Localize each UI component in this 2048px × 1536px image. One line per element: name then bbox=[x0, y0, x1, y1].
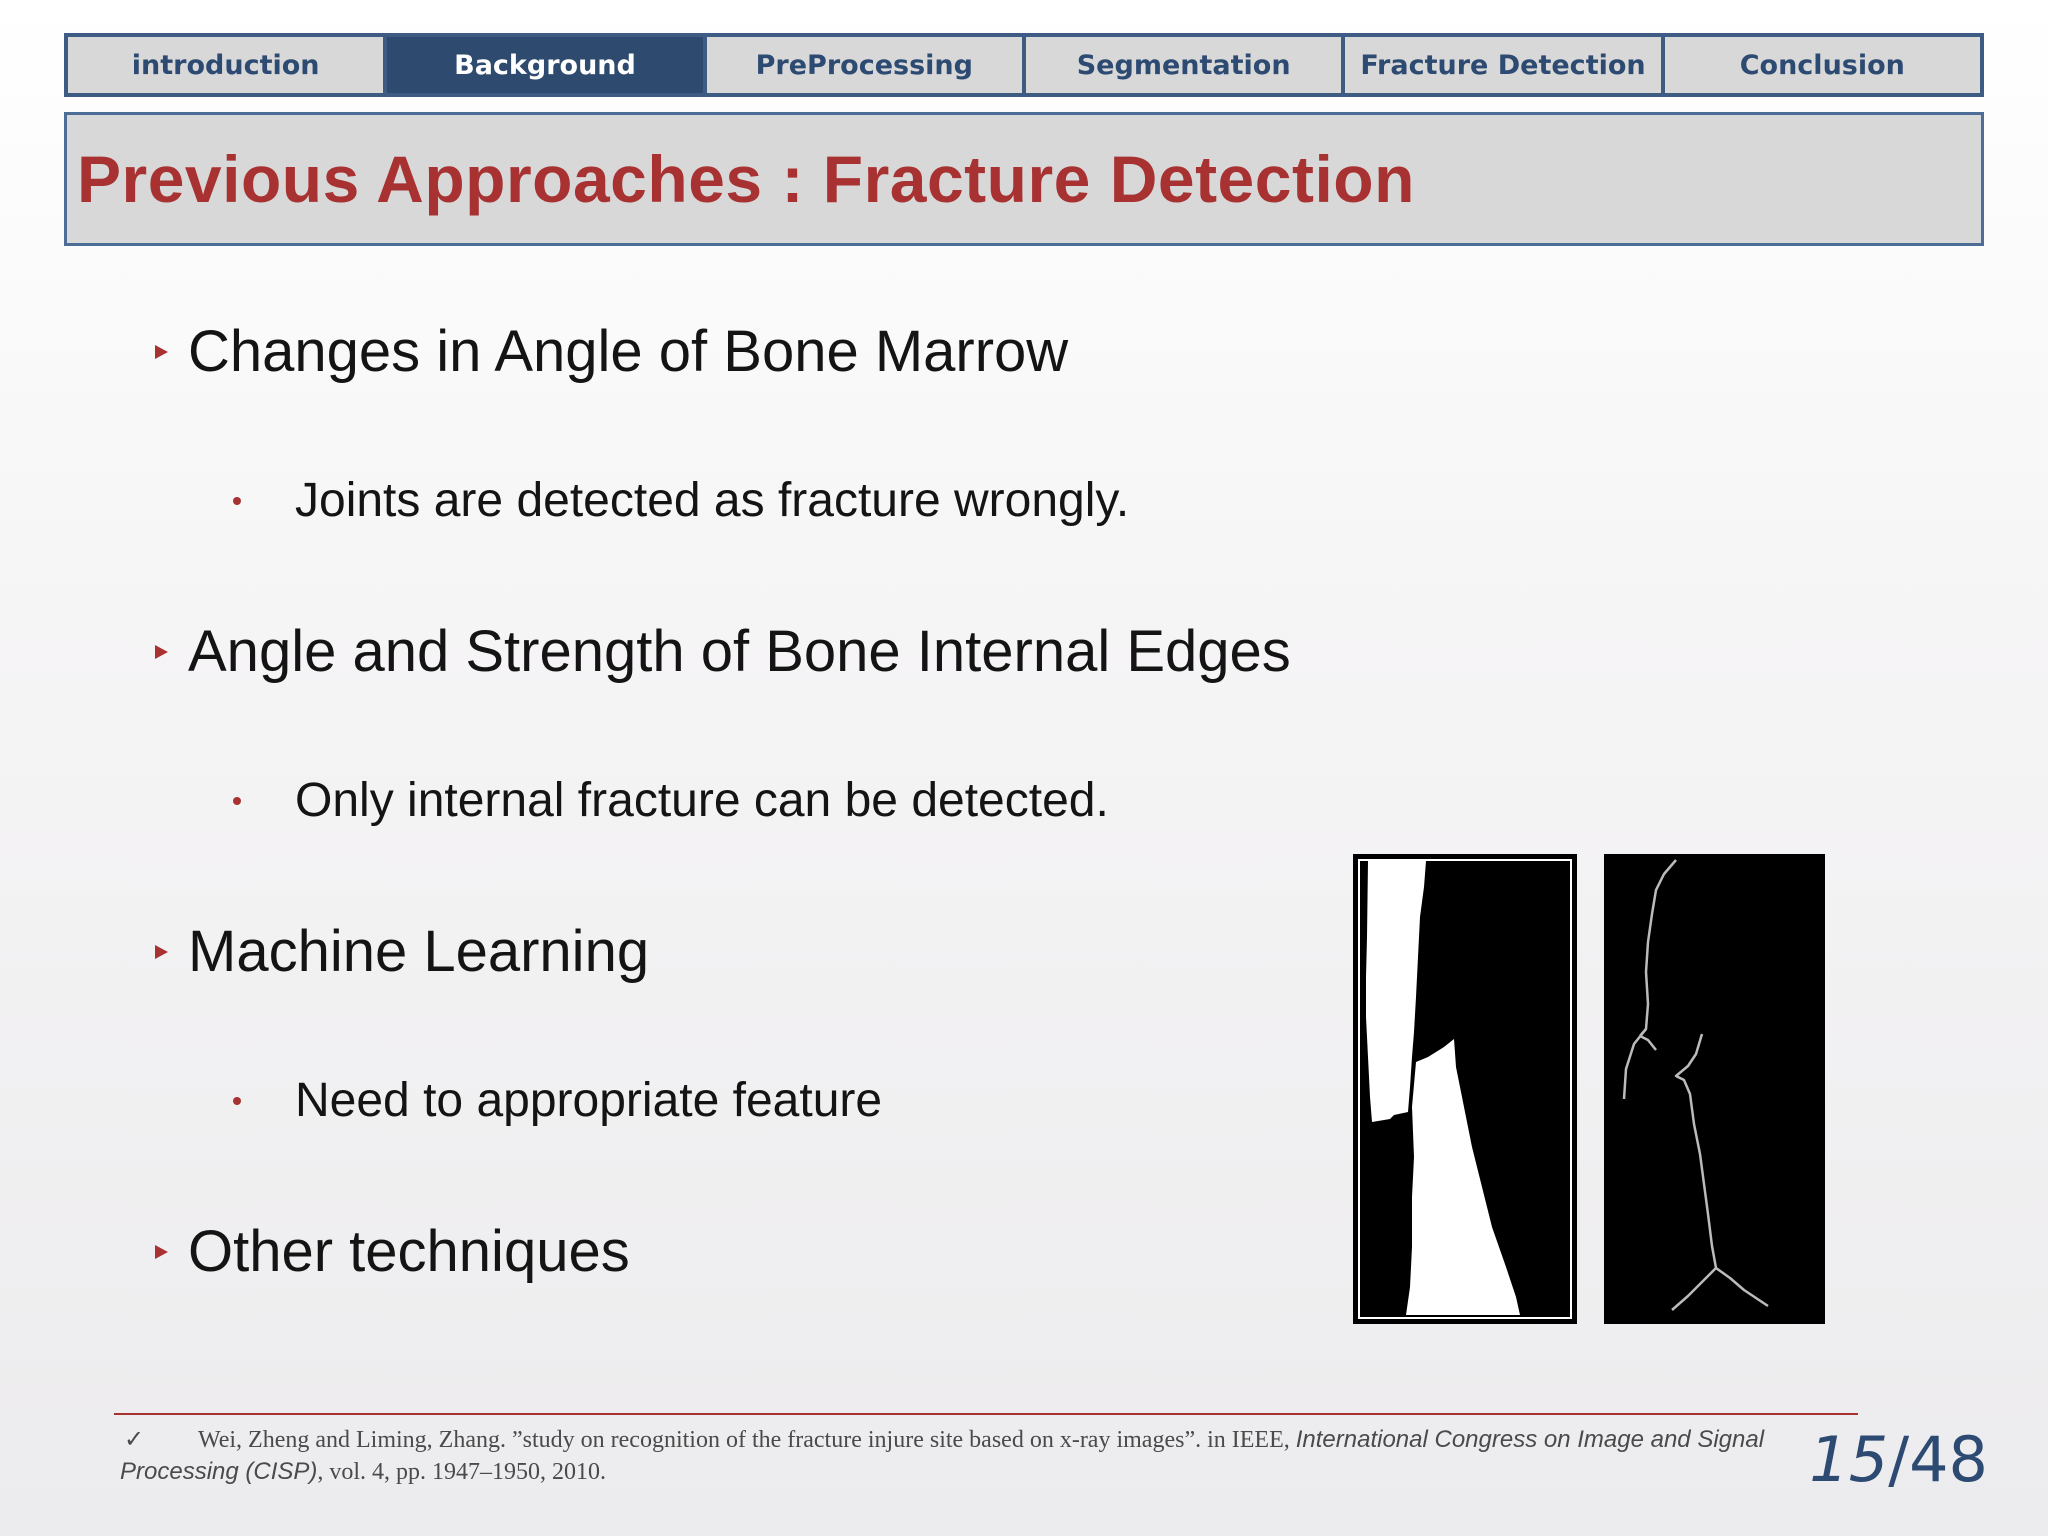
reference-footnote bbox=[120, 1424, 1820, 1488]
sub-bullet-item bbox=[233, 473, 1129, 528]
tab-segmentation[interactable]: Segmentation bbox=[1026, 37, 1341, 93]
triangle-bullet-icon bbox=[155, 1245, 168, 1259]
bullet-item bbox=[155, 1218, 630, 1285]
tab-conclusion[interactable]: Conclusion bbox=[1665, 37, 1980, 93]
slide-title: Previous Approaches : Fracture Detection bbox=[77, 142, 1415, 216]
sub-bullet-text: Only internal fracture can be detected. bbox=[295, 774, 1109, 827]
current-page: 15 bbox=[1809, 1423, 1889, 1496]
citation-venue: International Congress on Image and Signal Processing (CISP) bbox=[120, 1426, 1765, 1485]
footer-divider bbox=[114, 1413, 1858, 1415]
total-pages: 48 bbox=[1909, 1423, 1988, 1496]
bullet-text: Machine Learning bbox=[188, 919, 650, 984]
sub-bullet-item bbox=[233, 1073, 882, 1128]
dot-bullet-icon bbox=[233, 1097, 241, 1105]
triangle-bullet-icon bbox=[155, 345, 168, 359]
dot-bullet-icon bbox=[233, 797, 241, 805]
citation-details: , vol. 4, pp. 1947–1950, 2010. bbox=[317, 1459, 607, 1485]
bullet-text: Other techniques bbox=[188, 1219, 630, 1284]
slide-title-box bbox=[64, 112, 1984, 246]
dot-bullet-icon bbox=[233, 497, 241, 505]
bone-segmentation-image bbox=[1353, 854, 1577, 1324]
sub-bullet-text: Need to appropriate feature bbox=[295, 1074, 883, 1127]
page-separator: / bbox=[1888, 1423, 1910, 1496]
bullet-text: Changes in Angle of Bone Marrow bbox=[188, 319, 1069, 384]
tab-background[interactable]: Background bbox=[387, 37, 702, 93]
citation-text: Wei, Zheng and Liming, Zhang. ”study on recognition of the fracture injure site based on x-ray images”. in IEEE, bbox=[198, 1427, 1290, 1453]
bullet-item bbox=[155, 318, 1068, 385]
bullet-item bbox=[155, 618, 1291, 685]
tab-preprocessing[interactable]: PreProcessing bbox=[707, 37, 1022, 93]
checkmark-icon: ✓ bbox=[124, 1427, 145, 1453]
tab-fracture-detection[interactable]: Fracture Detection bbox=[1345, 37, 1660, 93]
triangle-bullet-icon bbox=[155, 645, 168, 659]
tab-introduction[interactable]: introduction bbox=[68, 37, 383, 93]
sub-bullet-text: Joints are detected as fracture wrongly. bbox=[295, 474, 1130, 527]
navigation-bar bbox=[64, 33, 1984, 97]
fracture-edge-image bbox=[1604, 854, 1825, 1324]
page-number bbox=[1809, 1423, 1988, 1496]
bullet-text: Angle and Strength of Bone Internal Edges bbox=[188, 619, 1291, 684]
bullet-item bbox=[155, 918, 649, 985]
sub-bullet-item bbox=[233, 773, 1109, 828]
triangle-bullet-icon bbox=[155, 945, 168, 959]
